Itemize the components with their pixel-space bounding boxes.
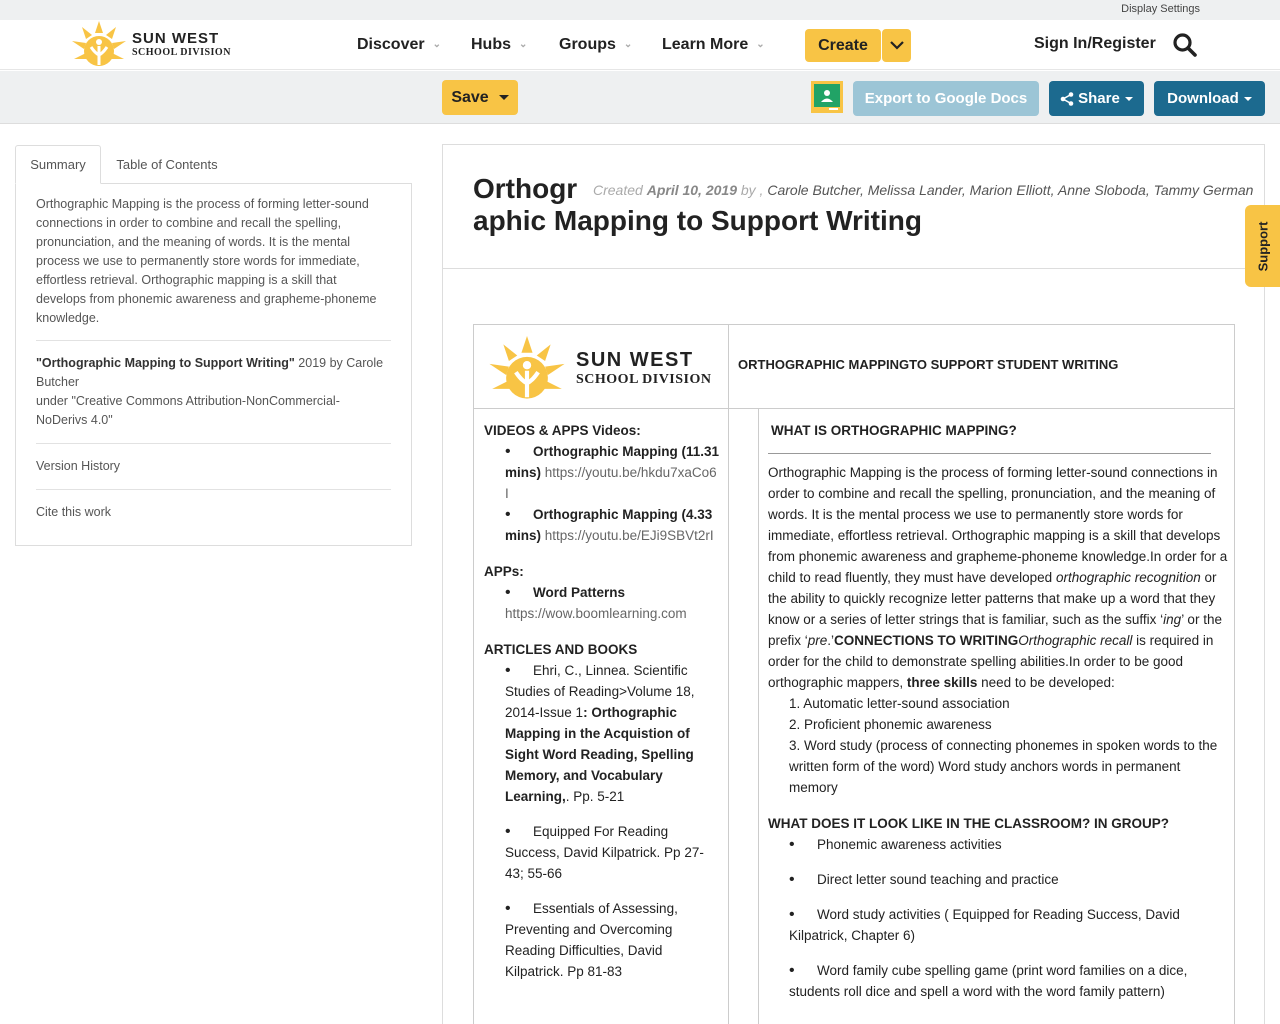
p1-text: Orthographic Mapping is the process of forming letter-sound connections in order to combine and recall the spelling, pronunciation, and the meaning of words. It is the mental process we use to permanently store words for immediate, effortless retrieval. Orthographic mapping is a skill that develops from phonemic awareness and grapheme-phoneme knowledge.In order for a child to read fluently, they must have developed	[768, 465, 1228, 585]
page-title-part2: aphic Mapping to Support Writing	[473, 205, 922, 236]
caret-down-icon	[499, 95, 509, 100]
videos-heading: VIDEOS & APPS Videos:	[484, 423, 641, 438]
by-label: by ,	[740, 182, 764, 198]
download-button[interactable]	[1154, 81, 1265, 116]
column-divider	[758, 409, 759, 1024]
list-item	[505, 441, 720, 504]
nav-learn-more[interactable]	[662, 20, 765, 70]
video2-title: Orthographic Mapping (4.33 mins)	[505, 507, 713, 543]
authors-list[interactable]: Carole Butcher, Melissa Lander, Marion Elliott, Anne Sloboda, Tammy German	[767, 182, 1254, 198]
p2-end: need to be developed:	[977, 675, 1115, 690]
summary-text: Orthographic Mapping is the process of forming letter-sound connections in order to combine and recall the spelling, pronunciation, and the meaning of words. It is the mental process we use to permanently store words for immediate, effortless retrieval. Orthographic mapping is a skill that develops from phonemic awareness and grapheme-phoneme knowledge.	[36, 197, 377, 325]
what-is-heading: WHAT IS ORTHOGRAPHIC MAPPING?	[771, 423, 1017, 438]
classroom-item: Word family cube spelling game (print word families on a dice, students roll dice and spell a word with the word family pattern)	[789, 963, 1188, 999]
save-button[interactable]	[442, 80, 518, 115]
license-text: under "Creative Commons Attribution-NonCommercial-NoDerivs 4.0"	[36, 394, 340, 427]
classroom-heading: WHAT DOES IT LOOK LIKE IN THE CLASSROOM? IN GROUP?	[768, 816, 1169, 831]
attribution	[36, 354, 391, 430]
classroom-item: Word study activities ( Equipped for Reading Success, David Kilpatrick, Chapter 6)	[789, 907, 1180, 943]
document-table	[473, 324, 1235, 1024]
utility-bar	[0, 0, 1280, 20]
site-header	[0, 20, 1280, 70]
sun-logo-icon	[484, 336, 570, 400]
site-logo[interactable]	[70, 20, 240, 68]
document-heading: ORTHOGRAPHIC MAPPINGTO SUPPORT STUDENT WRITING	[738, 357, 1119, 372]
what-is-paragraph	[768, 462, 1228, 693]
created-meta	[593, 182, 1253, 198]
nav-discover-label: Discover	[357, 36, 425, 53]
article3: Essentials of Assessing, Preventing and Overcoming Reading Difficulties, David Kilpatrick. Pp 81-83	[505, 901, 678, 979]
caret-down-icon	[1125, 97, 1133, 101]
sun-logo-icon	[70, 21, 128, 67]
chevron-down-icon: ⌄	[623, 38, 633, 50]
tab-summary[interactable]: Summary	[15, 145, 101, 184]
app1-title: Word Patterns	[533, 585, 626, 600]
suffix-ing: ing	[1163, 612, 1182, 627]
p2-text: is required in order for the child to demonstrate spelling abilities.In order to be good orthographic mappers,	[768, 633, 1214, 690]
nav-hubs-label: Hubs	[471, 36, 511, 53]
list-item: 2. Proficient phonemic awareness	[789, 717, 992, 732]
created-date: April 10, 2019	[646, 182, 737, 198]
p1-text-2: or the ability to quickly recognize letter patterns that make up a word that they know or a series of letter strings that is familiar, such as the suffix ‘	[768, 570, 1217, 627]
p1-text-4: .’	[827, 633, 835, 648]
create-dropdown-button[interactable]	[882, 29, 911, 62]
list-item: 3. Word study (process of connecting phonemes in spoken words to the written form of the word) Word study anchors words in permanent memory	[789, 738, 1218, 795]
video1-link[interactable]: https://youtu.be/hkdu7xaCo6I	[505, 465, 717, 501]
create-button[interactable]: Create	[805, 29, 881, 62]
doc-logo-line2: SCHOOL DIVISION	[576, 371, 712, 387]
doc-logo-line1: SUN WEST	[576, 348, 694, 371]
list-item	[505, 504, 720, 546]
cite-title: "Orthographic Mapping to Support Writing"	[36, 356, 295, 370]
resource-header	[443, 145, 1264, 269]
divider	[768, 453, 1211, 454]
article2: Equipped For Reading Success, David Kilpatrick. Pp 27-43; 55-66	[505, 824, 704, 881]
nav-learn-more-label: Learn More	[662, 36, 749, 53]
logo-line2: SCHOOL DIVISION	[132, 46, 231, 58]
nav-discover[interactable]	[357, 20, 441, 70]
recall-emphasis: Orthographic recall	[1018, 633, 1133, 648]
cite-work-link[interactable]: Cite this work	[36, 505, 112, 519]
display-settings-link[interactable]: Display Settings	[1121, 3, 1200, 15]
video1-title: Orthographic Mapping (11.31 mins)	[505, 444, 720, 480]
resource-content	[442, 144, 1265, 1024]
app1-link[interactable]: https://wow.boomlearning.com	[505, 606, 687, 621]
share-button[interactable]	[1049, 81, 1144, 116]
three-skills: three skills	[906, 675, 978, 690]
google-classroom-icon[interactable]	[811, 81, 843, 113]
download-button-label: Download	[1167, 90, 1239, 107]
list-item	[505, 898, 720, 982]
column-divider	[728, 325, 729, 1024]
nav-groups-label: Groups	[559, 36, 616, 53]
classroom-item: Phonemic awareness activities	[817, 837, 1002, 852]
chevron-down-icon: ⌄	[756, 38, 765, 50]
export-google-docs-button[interactable]: Export to Google Docs	[853, 81, 1039, 116]
p1-emphasis: orthographic recognition	[1055, 570, 1201, 585]
articles-heading: ARTICLES AND BOOKS	[484, 642, 638, 657]
caret-down-icon	[1244, 97, 1252, 101]
cite-rest: 2019 by Carole Butcher	[36, 356, 384, 389]
share-icon	[1060, 92, 1074, 106]
apps-heading: APPs:	[484, 564, 524, 579]
nav-hubs[interactable]	[471, 20, 527, 70]
list-item	[789, 960, 1228, 1002]
document-logo	[484, 335, 724, 401]
summary-panel	[15, 183, 412, 546]
classroom-item: Direct letter sound teaching and practice	[817, 872, 1059, 887]
page-title-part1: Orthogr	[473, 173, 578, 204]
list-item: 1. Automatic letter-sound association	[789, 696, 1010, 711]
resources-column	[484, 420, 720, 982]
chevron-down-icon: ⌄	[432, 38, 441, 50]
divider	[36, 340, 391, 341]
list-item	[505, 660, 720, 807]
logo-line1: SUN WEST	[132, 29, 220, 47]
content-column	[768, 420, 1228, 1002]
chevron-down-icon: ⌄	[519, 38, 528, 50]
article1-source: Ehri, C., Linnea. Scientific Studies of Reading>Volume 18, 2014-Issue 1	[505, 663, 695, 720]
resource-toolbar	[0, 71, 1280, 124]
list-item	[789, 869, 1228, 890]
list-item	[505, 582, 720, 624]
created-label: Created	[593, 182, 643, 198]
share-button-label: Share	[1078, 90, 1120, 107]
divider	[36, 443, 391, 444]
chevron-down-icon	[890, 41, 904, 50]
prefix-pre: pre	[807, 633, 828, 648]
list-item	[789, 834, 1228, 855]
sign-in-link[interactable]: Sign In/Register	[1034, 35, 1156, 52]
list-item	[789, 904, 1228, 946]
support-tab[interactable]	[1245, 205, 1280, 287]
list-item	[505, 821, 720, 884]
version-history-link[interactable]: Version History	[36, 459, 121, 473]
p1-text-3: ’ or the prefix ‘	[768, 612, 1222, 648]
article1-pages: . Pp. 5-21	[565, 789, 625, 804]
connections-heading: CONNECTIONS TO WRITING	[834, 633, 1019, 648]
save-button-label: Save	[451, 88, 489, 106]
divider	[36, 489, 391, 490]
search-icon[interactable]	[1172, 32, 1198, 63]
tab-table-of-contents[interactable]: Table of Contents	[116, 157, 218, 172]
article1-title: Orthographic Mapping in the Acquistion of Sight Word Reading, Spelling Memory, and Vocabulary Learning,	[505, 705, 694, 804]
support-label: Support	[1255, 221, 1271, 271]
nav-groups[interactable]	[559, 20, 632, 70]
video2-link[interactable]: https://youtu.be/EJi9SBVt2rI	[544, 528, 714, 543]
article1-colon: :	[583, 705, 588, 720]
